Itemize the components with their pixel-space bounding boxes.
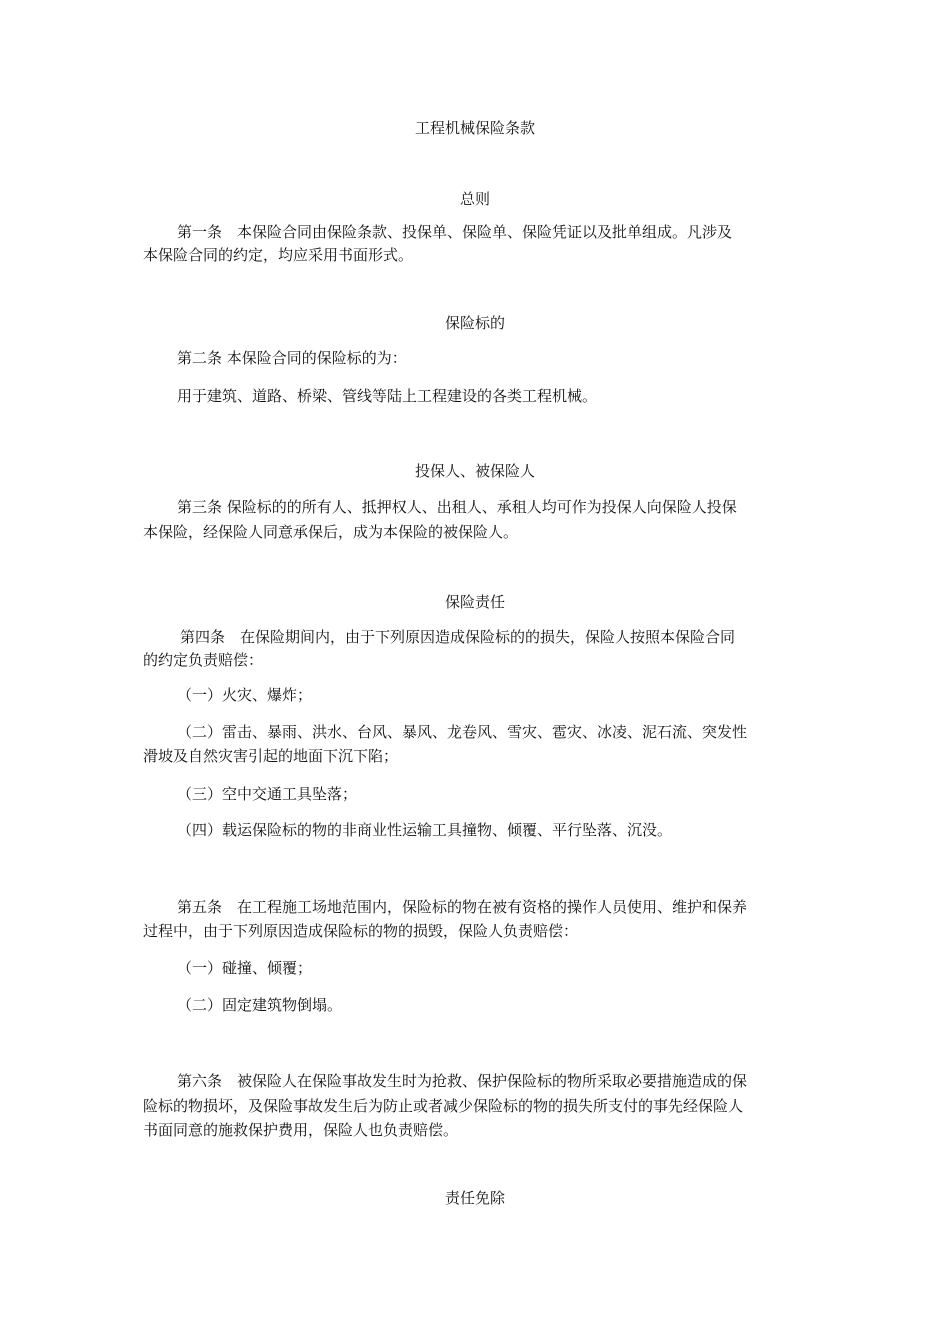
- article-5-item-2: （二）固定建筑物倒塌。: [177, 996, 343, 1014]
- article-1-line-2: 本保险合同的约定，均应采用书面形式。: [143, 246, 414, 264]
- article-4-item-3: （三）空中交通工具坠落；: [177, 785, 358, 803]
- article-5-item-1: （一）碰撞、倾覆；: [177, 959, 313, 977]
- section-heading-insured: 投保人、被保险人: [414, 462, 535, 480]
- article-2-detail: 用于建筑、道路、桥梁、管线等陆上工程建设的各类工程机械。: [177, 387, 598, 405]
- article-4-item-2-line-1: （二）雷击、暴雨、洪水、台风、暴风、龙卷风、雪灾、雹灾、冰凌、泥石流、突发性: [177, 723, 748, 741]
- article-6-line-2: 险标的物损坏，及保险事故发生后为防止或者减少保险标的物的损失所支付的事先经保险人: [143, 1097, 744, 1115]
- article-4-line-1: 第四条 在保险期间内，由于下列原因造成保险标的的损失，保险人按照本保险合同: [180, 628, 736, 646]
- article-4-item-4: （四）载运保险标的物的非商业性运输工具撞物、倾覆、平行坠落、沉没。: [177, 821, 673, 839]
- article-6-line-3: 书面同意的施救保护费用，保险人也负责赔偿。: [143, 1121, 459, 1139]
- article-6-line-1: 第六条 被保险人在保险事故发生时为抢救、保护保险标的物所采取必要措施造成的保: [177, 1072, 748, 1090]
- article-4-item-2-line-2: 滑坡及自然灾害引起的地面下沉下陷；: [143, 747, 399, 765]
- article-5-line-2: 过程中，由于下列原因造成保险标的物的损毁，保险人负责赔偿：: [143, 922, 579, 940]
- article-4-line-2: 的约定负责赔偿：: [143, 651, 264, 669]
- section-heading-subject: 保险标的: [444, 314, 505, 332]
- section-heading-general: 总则: [459, 190, 490, 208]
- document-title: 工程机械保险条款: [414, 119, 535, 137]
- article-3-line-1: 第三条 保险标的的所有人、抵押权人、出租人、承租人均可作为投保人向保险人投保: [177, 498, 737, 516]
- section-heading-liability: 保险责任: [444, 593, 505, 611]
- article-5-line-1: 第五条 在工程施工场地范围内，保险标的物在被有资格的操作人员使用、维护和保养: [177, 898, 748, 916]
- section-heading-exclusions: 责任免除: [444, 1189, 505, 1207]
- article-4-item-1: （一）火灾、爆炸；: [177, 686, 313, 704]
- article-2-line-1: 第二条 本保险合同的保险标的为：: [177, 349, 407, 367]
- article-3-line-2: 本保险，经保险人同意承保后，成为本保险的被保险人。: [143, 523, 519, 541]
- article-1-line-1: 第一条 本保险合同由保险条款、投保单、保险单、保险凭证以及批单组成。凡涉及: [177, 223, 733, 241]
